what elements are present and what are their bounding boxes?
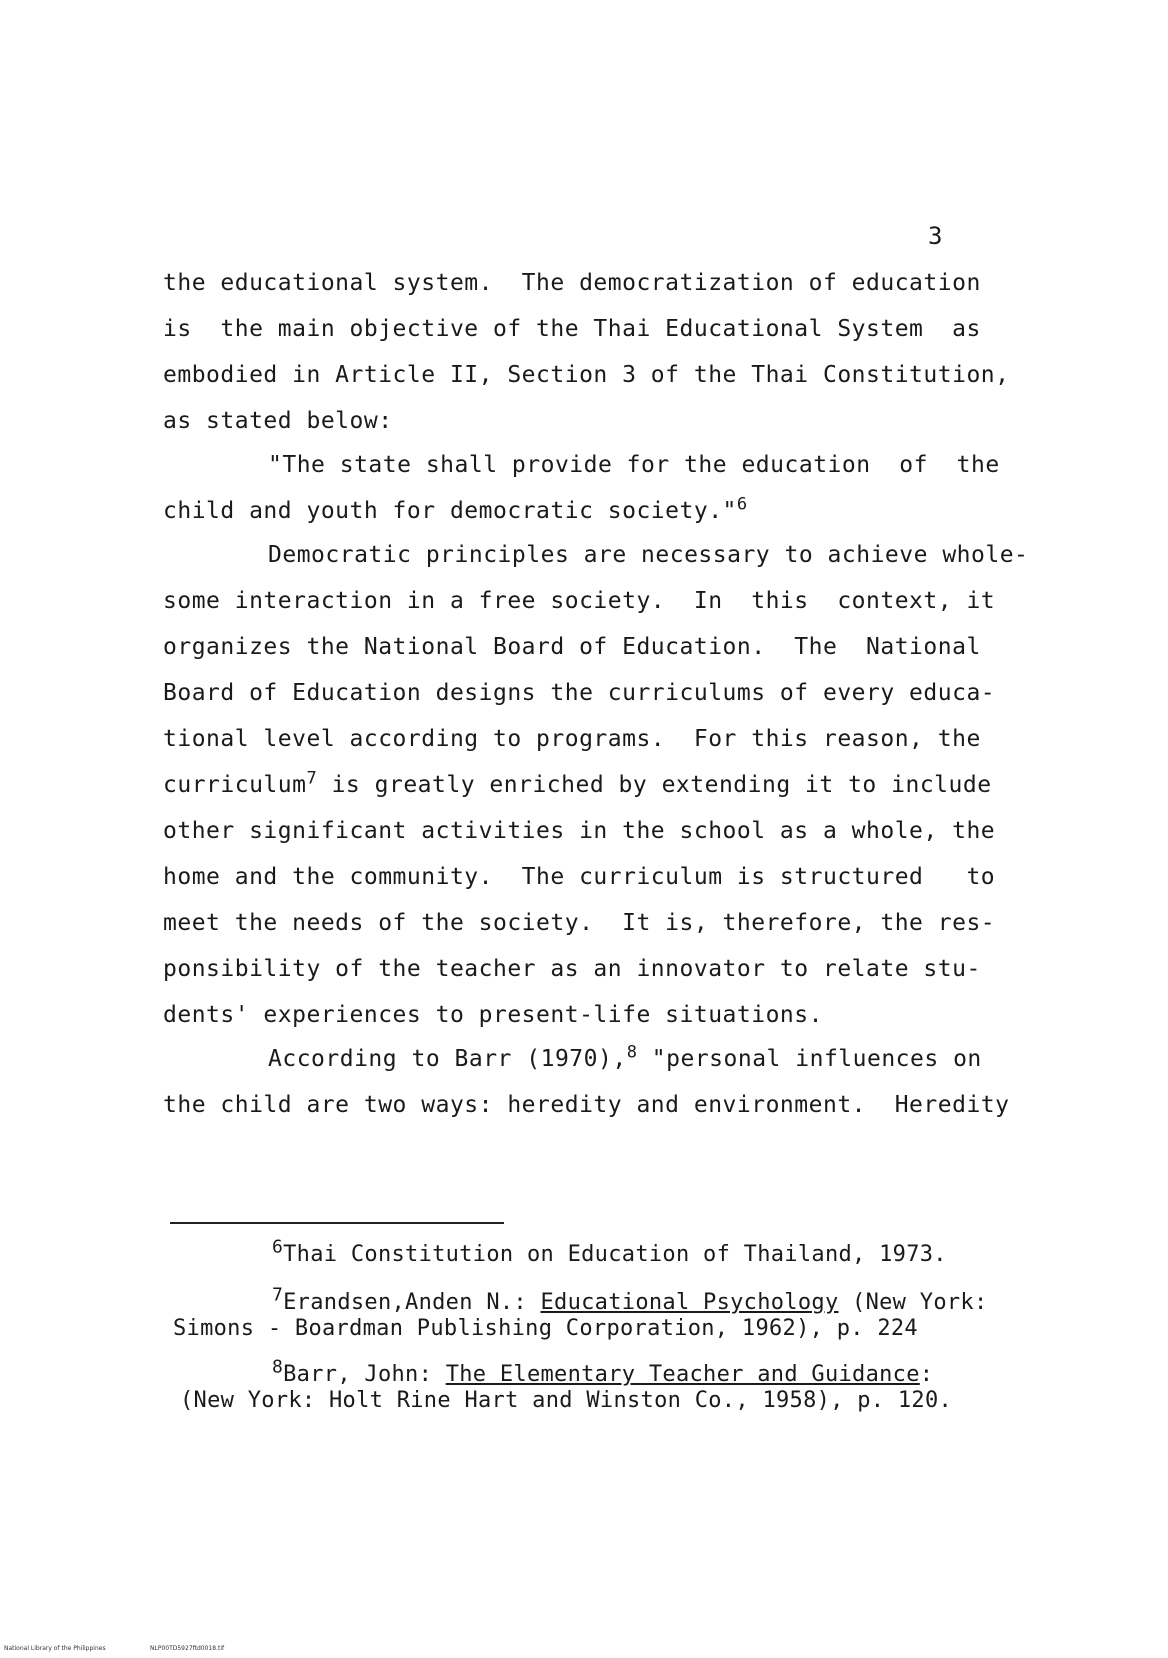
text-line: meet the needs of the society. It is, therefore, the res-	[163, 910, 996, 936]
footnote-title: The Elementary Teacher and Guidance	[445, 1362, 920, 1387]
footnote-title: Educational Psychology	[540, 1290, 839, 1315]
footnote-6	[272, 1236, 947, 1267]
text-line: Democratic principles are necessary to achieve whole-	[268, 542, 1029, 568]
footnote-number: 8	[272, 1356, 284, 1378]
text-line	[163, 768, 1043, 798]
text-line: as stated below:	[163, 408, 393, 434]
quote-text: child and youth for democratic society."	[163, 498, 737, 524]
text-fragment: is greatly enriched by extending it to include	[317, 772, 992, 798]
footnote-ref-7: 7	[306, 768, 318, 789]
text-line: is the main objective of the Thai Educational System as	[163, 316, 981, 342]
footnote-text: (New York:	[838, 1290, 988, 1315]
text-line: the child are two ways: heredity and environment. Heredity	[163, 1092, 1010, 1118]
text-line: some interaction in a free society. In this context, it	[163, 588, 996, 614]
text-fragment: According to Barr (1970),	[268, 1046, 627, 1072]
text-line: embodied in Article II, Section 3 of the Thai Constitution,	[163, 362, 1010, 388]
text-line: other significant activities in the school as a whole, the	[163, 818, 996, 844]
footnote-8	[272, 1356, 934, 1387]
text-line: the educational system. The democratization of education	[163, 270, 981, 296]
text-line: tional level according to programs. For this reason, the	[163, 726, 981, 752]
text-line: Board of Education designs the curriculums of every educa-	[163, 680, 996, 706]
text-line: organizes the National Board of Education. The National	[163, 634, 981, 660]
page-number: 3	[928, 222, 943, 250]
footnote-text: :	[919, 1362, 934, 1387]
footnote-7-line2: Simons - Boardman Publishing Corporation, 1962), p. 224	[173, 1316, 918, 1341]
quote-line: "The state shall provide for the education of the	[268, 452, 1000, 478]
footnote-author: Erandsen,Anden N.:	[283, 1290, 541, 1315]
footnote-7	[272, 1284, 988, 1315]
footnote-number: 6	[272, 1236, 284, 1258]
footnote-8-line2: (New York: Holt Rine Hart and Winston Co., 1958), p. 120.	[180, 1388, 953, 1413]
text-line	[268, 1042, 1148, 1072]
text-line: ponsibility of the teacher as an innovator to relate stu-	[163, 956, 981, 982]
footnote-text: Thai Constitution on Education of Thailand, 1973.	[283, 1242, 947, 1267]
file-code-mark: NLP00TD5927ftd0018.tif	[150, 1645, 225, 1652]
footnote-ref-6: 6	[736, 494, 748, 515]
text-line: dents' experiences to present-life situations.	[163, 1002, 823, 1028]
text-line: home and the community. The curriculum is structured to	[163, 864, 996, 890]
footnote-ref-8: 8	[626, 1042, 638, 1063]
footnote-author: Barr, John:	[283, 1362, 446, 1387]
library-mark: National Library of the Philippines	[4, 1645, 106, 1652]
footnote-number: 7	[272, 1284, 284, 1306]
footnote-separator	[170, 1222, 504, 1224]
text-fragment: "personal influences on	[637, 1046, 982, 1072]
quote-line	[163, 494, 1043, 524]
text-fragment: curriculum	[163, 772, 307, 798]
